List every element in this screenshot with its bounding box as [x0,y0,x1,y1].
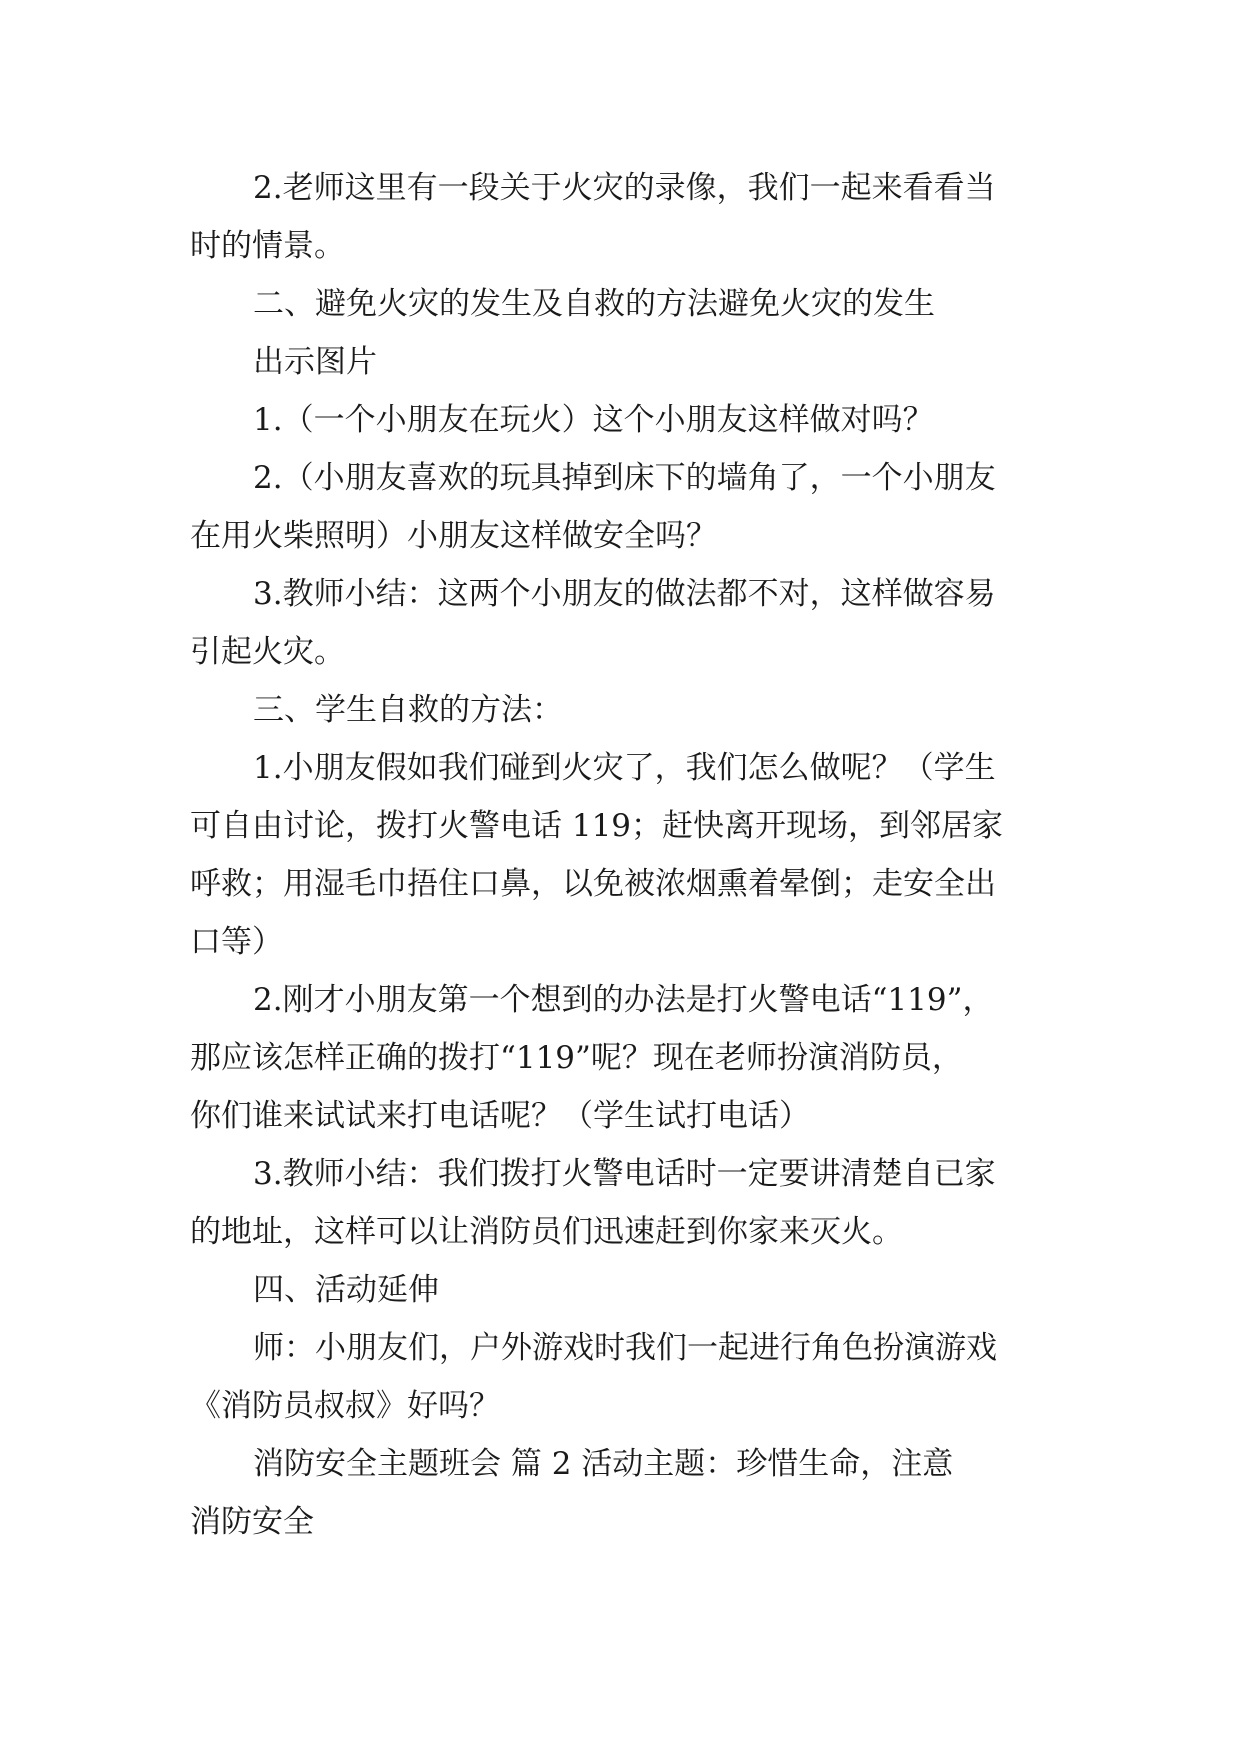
paragraph-line: 《消防员叔叔》好吗？ [190,1388,500,1424]
article-title-line: 消防安全主题班会 篇 2 活动主题：珍惜生命，注意 [253,1446,954,1482]
paragraph-line: 那应该怎样正确的拨打“119”呢？现在老师扮演消防员， [190,1040,963,1076]
paragraph-line: 消防安全 [190,1504,314,1540]
paragraph-line: 1.（一个小朋友在玩火）这个小朋友这样做对吗？ [253,402,934,438]
paragraph-line: 3.教师小结：这两个小朋友的做法都不对，这样做容易 [253,576,996,612]
paragraph-line: 你们谁来试试来打电话呢？（学生试打电话） [190,1098,810,1134]
paragraph-line: 口等） [190,924,283,960]
paragraph-line: 时的情景。 [190,228,345,264]
section-heading: 二、避免火灾的发生及自救的方法避免火灾的发生 [253,286,935,322]
section-heading: 四、活动延伸 [253,1272,439,1308]
paragraph-line: 1.小朋友假如我们碰到火灾了，我们怎么做呢？（学生 [253,750,996,786]
paragraph-line: 2.老师这里有一段关于火灾的录像，我们一起来看看当 [253,170,996,206]
paragraph-line: 2.（小朋友喜欢的玩具掉到床下的墙角了，一个小朋友 [253,460,996,496]
section-heading: 三、学生自救的方法： [253,692,563,728]
paragraph-line: 呼救；用湿毛巾捂住口鼻，以免被浓烟熏着晕倒；走安全出 [190,866,996,902]
paragraph-line: 引起火灾。 [190,634,345,670]
paragraph-line: 在用火柴照明）小朋友这样做安全吗？ [190,518,717,554]
paragraph-line: 3.教师小结：我们拨打火警电话时一定要讲清楚自已家 [253,1156,996,1192]
paragraph-line: 的地址，这样可以让消防员们迅速赶到你家来灭火。 [190,1214,903,1250]
paragraph-line: 师：小朋友们，户外游戏时我们一起进行角色扮演游戏 [253,1330,997,1366]
paragraph-line: 出示图片 [253,344,377,380]
paragraph-line: 2.刚才小朋友第一个想到的办法是打火警电话“119”， [253,982,994,1018]
paragraph-line: 可自由讨论，拨打火警电话 119；赶快离开现场，到邻居家 [190,808,1004,844]
